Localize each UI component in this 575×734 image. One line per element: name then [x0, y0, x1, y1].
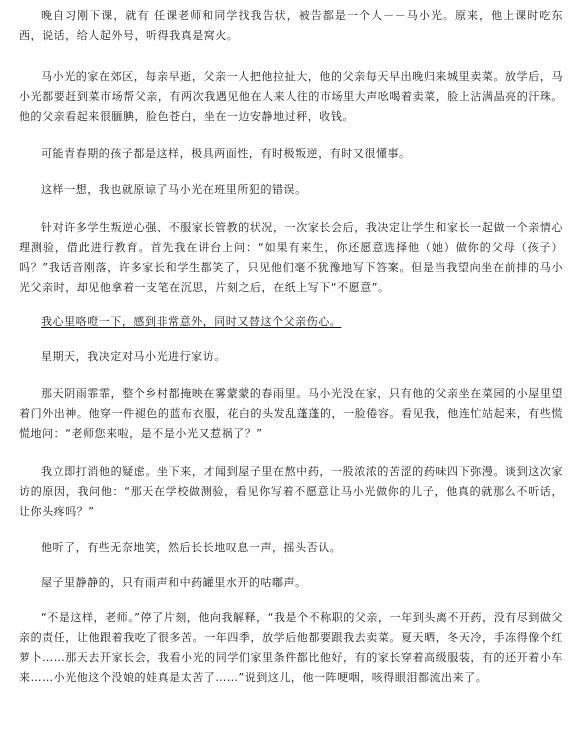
- paragraph-3: 可能青春期的孩子都是这样，极具两面性，有时极叛逆，有时又很懂事。: [41, 147, 411, 160]
- paragraph-1: 晚自习刚下课，就有 任课老师和同学找我告状，被告都是一个人－－马小光。原来，他上课时吃东西，说话，给人起外号，听得我真是窝火。: [19, 9, 563, 42]
- paragraph-4: 这样一想，我也就原谅了马小光在班里所犯的错误。: [41, 183, 307, 196]
- paragraph-8: 那天阴雨霏霏，整个乡村都掩映在雾蒙蒙的春雨里。马小光没在家，只有他的父亲坐在菜园的小屋里望着门外出神。他穿一件褪色的蓝布衣服，花白的头发乱蓬蓬的，一脸倦容。看见我，他连忙站起来，有些慌慌地问：“老师您来啦，是不是小光又惹祸了？”: [19, 387, 563, 440]
- paragraph-10: 他听了，有些无奈地笑，然后长长地叹息一声，摇头否认。: [41, 541, 342, 554]
- paragraph-11: 屋子里静静的，只有雨声和中药罐里水开的咕嘟声。: [41, 576, 307, 589]
- paragraph-7: 星期天，我决定对马小光进行家访。: [41, 350, 226, 363]
- paragraph-12: “不是这样，老师。”停了片刻，他向我解释，“我是个不称职的父亲，一年到头离不开药，没有尽到做父亲的责任，让他跟着我吃了很多苦。一年四季，放学后他都要跟我去卖菜。夏天晒，冬天冷，手冻得像个红萝卜……那天去开家长会，我看小光的同学们家里条件都比他好，有的家长穿着高级服装，有的还开着小车来……小光他这个没娘的娃真是太苦了……”说到这儿，他一阵哽咽，咳得眼泪都流出来了。: [19, 611, 563, 684]
- paragraph-9: 我立即打消他的疑虑。坐下来，才闻到屋子里在熬中药，一股浓浓的苦涩的药味四下弥漫。谈到这次家访的原因，我问他：“那天在学校做测验，看见你写着不愿意让马小光做你的儿子，他真的就那么不听话，让你头疼吗？”: [19, 465, 563, 518]
- paragraph-2: 马小光的家在郊区，每亲早逝，父亲一人把他拉扯大，他的父亲每天早出晚归来城里卖菜。放学后，马小光都要赶到菜市场帮父亲，有两次我遇见他在人来人往的市场里大声吆喝着卖菜，脸上沾满晶亮的汗珠。他的父亲看起来很腼腆，脸色苍白，坐在一边安静地过秤，收钱。: [19, 70, 563, 123]
- paragraph-6-underlined: 我心里咯噔一下，感到非常意外，同时又替这个父亲伤心。: [41, 315, 342, 328]
- paragraph-5: 针对许多学生叛逆心强、不服家长管教的状况，一次家长会后，我决定让学生和家长一起做一个亲情心理测验，借此进行教育。首先我在讲台上问：“如果有来生，你还愿意选择他（她）做你的父母（孩子）吗？”我话音刚落，许多家长和学生都笑了，只见他们毫不犹豫地写下答案。但是当我望向坐在前排的马小光父亲时，却见他拿着一支笔在沉思，片刻之后，在纸上写下“不愿意”。: [19, 221, 563, 294]
